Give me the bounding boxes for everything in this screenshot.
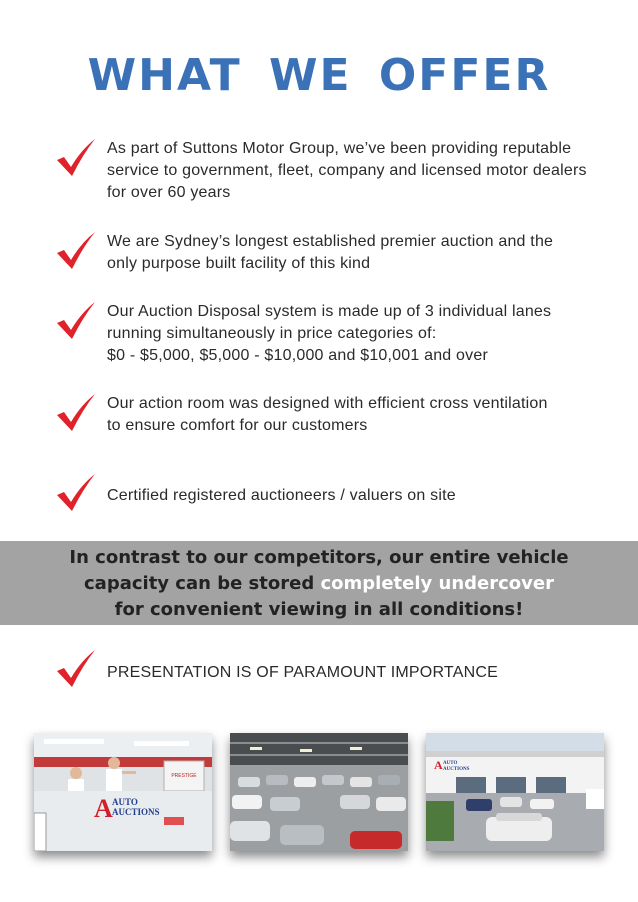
car-park-photo (230, 733, 408, 851)
item-line: for over 60 years (107, 184, 231, 201)
banner-highlight: completely undercover (320, 573, 554, 594)
check-icon (54, 301, 98, 345)
check-icon (54, 393, 98, 437)
item-line: Certified registered auctioneers / valuers on site (107, 487, 456, 504)
auction-room-photo (34, 733, 212, 851)
page-title: WHAT WE OFFER (87, 50, 551, 101)
photo-sign-letter-2: A (434, 758, 443, 772)
building-photo (426, 733, 604, 851)
photo-sign-line1: AUTO (112, 797, 138, 807)
item-line: only purpose built facility of this kind (107, 255, 371, 272)
banner-line: for convenient viewing in all conditions! (114, 599, 524, 620)
presentation-text: PRESENTATION IS OF PARAMOUNT IMPORTANCE (107, 664, 498, 681)
banner-line (0, 571, 638, 597)
item-line: running simultaneously in price categories of: (107, 325, 437, 342)
photo-sign-line2-2: AUCTIONS (443, 767, 470, 772)
item-line: We are Sydney’s longest established premier auction and the (107, 233, 554, 250)
photo-strip (0, 733, 638, 853)
undercover-banner (0, 541, 638, 625)
photo-sign-line2: AUCTIONS (112, 807, 160, 817)
photo-sign-letter: A (94, 794, 113, 823)
item-line: service to government, fleet, company and licensed motor dealers (107, 162, 587, 179)
check-icon (54, 649, 98, 693)
check-icon (54, 138, 98, 182)
item-line: Our action room was designed with efficient cross ventilation (107, 395, 548, 412)
item-line: to ensure comfort for our customers (107, 417, 368, 434)
check-icon (54, 231, 98, 275)
item-line: As part of Suttons Motor Group, we’ve been providing reputable (107, 140, 572, 157)
banner-line: In contrast to our competitors, our entire vehicle (69, 547, 569, 568)
banner-text: capacity can be stored (84, 573, 321, 594)
photo-sign-line1-2: AUTO (443, 761, 458, 766)
photo-sign-small: PRESTIGE (171, 773, 197, 779)
item-line: Our Auction Disposal system is made up of 3 individual lanes (107, 303, 552, 320)
item-line: $0 - $5,000, $5,000 - $10,000 and $10,001 and over (107, 347, 488, 364)
check-icon (54, 473, 98, 517)
